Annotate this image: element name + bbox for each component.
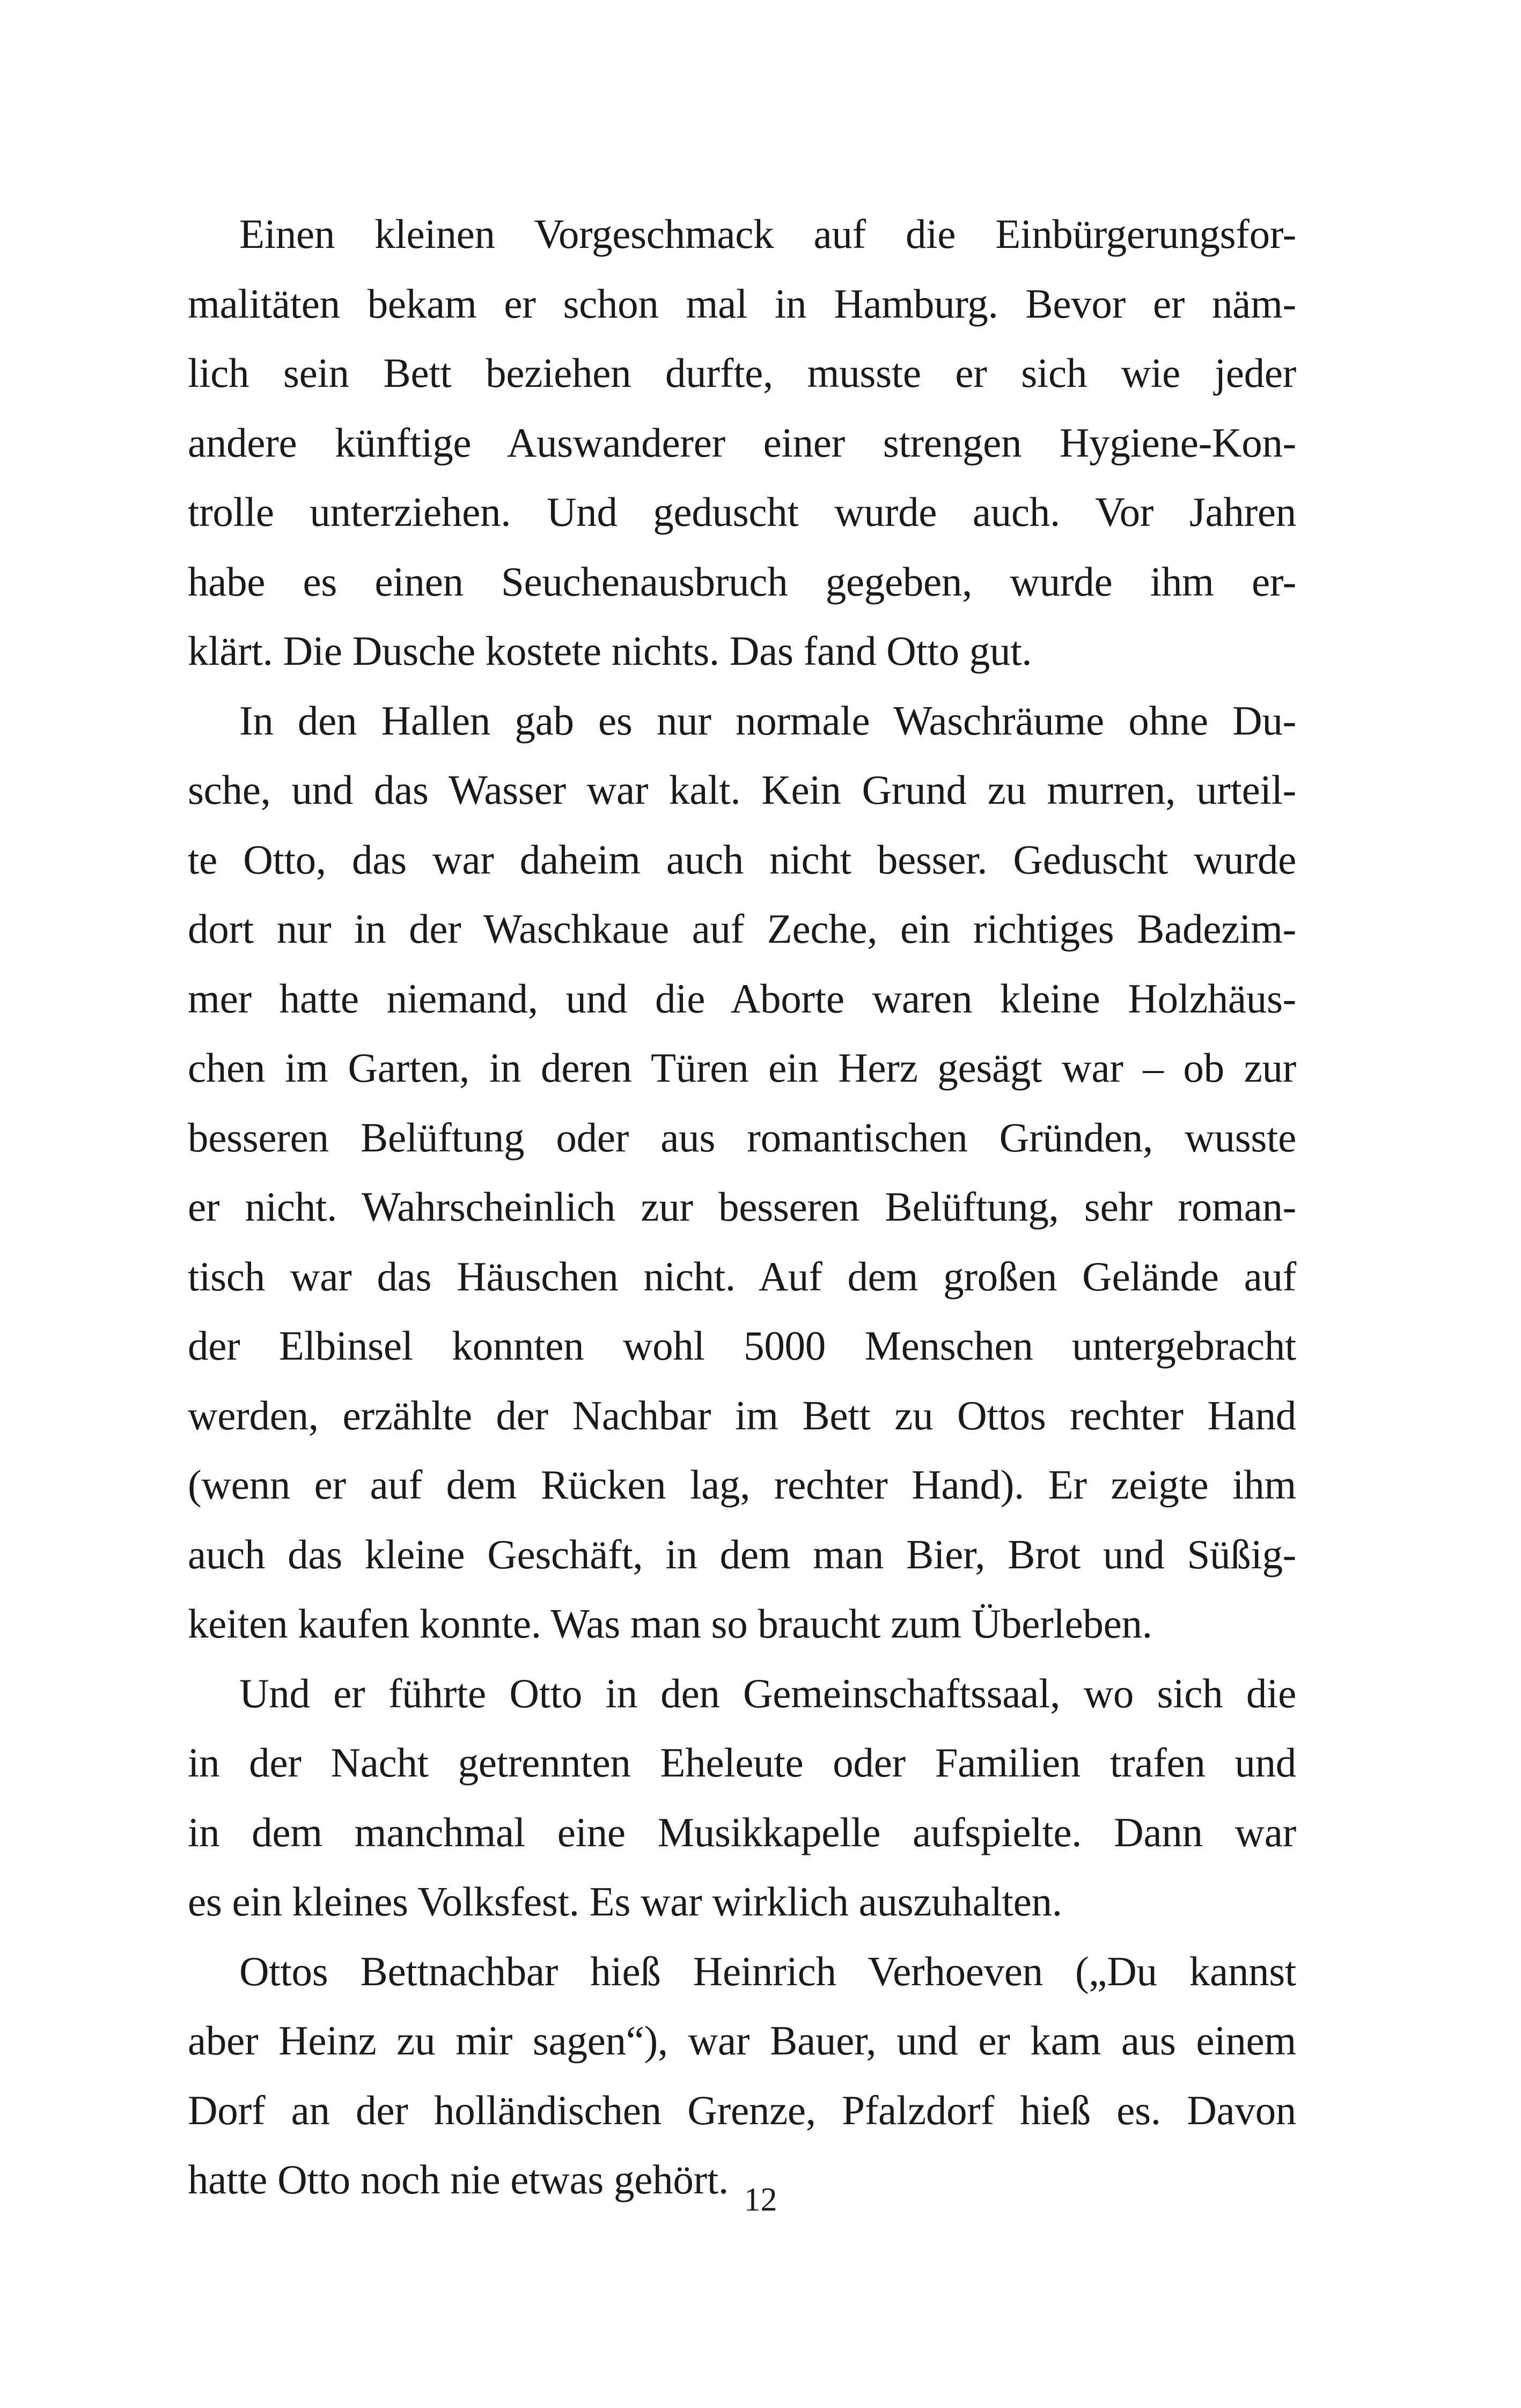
text-line: klärt. Die Dusche kostete nichts. Das fand Otto gut. <box>188 628 1032 674</box>
text-line: te Otto, das war daheim auch nicht besser. Geduscht wurde <box>188 836 1296 883</box>
text-line: der Elbinsel konnten wohl 5000 Menschen untergebracht <box>188 1323 1296 1369</box>
text-line: in dem manchmal eine Musikkapelle aufspielte. Dann war <box>188 1809 1296 1855</box>
body-text <box>188 200 1296 2215</box>
text-line: mer hatte niemand, und die Aborte waren kleine Holzhäus- <box>188 975 1296 1022</box>
text-line: In den Hallen gab es nur normale Waschräume ohne Du- <box>239 697 1296 744</box>
text-line: in der Nacht getrennten Eheleute oder Familien trafen und <box>188 1739 1296 1786</box>
paragraph <box>188 1937 1296 2215</box>
text-line: aber Heinz zu mir sagen“), war Bauer, und er kam aus einem <box>188 2017 1296 2064</box>
text-line: es ein kleines Volksfest. Es war wirklich auszuhalten. <box>188 1878 1062 1925</box>
text-line: Und er führte Otto in den Gemeinschaftssaal, wo sich die <box>239 1670 1296 1716</box>
text-line: er nicht. Wahrscheinlich zur besseren Belüftung, sehr roman- <box>188 1184 1296 1230</box>
text-line: lich sein Bett beziehen durfte, musste er sich wie jeder <box>188 350 1296 396</box>
text-line: werden, erzählte der Nachbar im Bett zu Ottos rechter Hand <box>188 1392 1296 1438</box>
text-line: auch das kleine Geschäft, in dem man Bier, Brot und Süßig- <box>188 1531 1296 1577</box>
text-line: andere künftige Auswanderer einer strengen Hygiene-Kon- <box>188 419 1296 466</box>
text-line: keiten kaufen konnte. Was man so braucht zum Überleben. <box>188 1601 1152 1647</box>
text-line: Einen kleinen Vorgeschmack auf die Einbürgerungsfor- <box>239 211 1296 257</box>
paragraph <box>188 1659 1296 1937</box>
text-line: Ottos Bettnachbar hieß Heinrich Verhoeven („Du kannst <box>239 1948 1296 1994</box>
text-line: chen im Garten, in deren Türen ein Herz gesägt war – ob zur <box>188 1045 1296 1091</box>
text-line: besseren Belüftung oder aus romantischen Gründen, wusste <box>188 1114 1296 1161</box>
text-line: sche, und das Wasser war kalt. Kein Grund zu murren, urteil- <box>188 767 1296 813</box>
text-line: malitäten bekam er schon mal in Hamburg. Bevor er näm- <box>188 280 1296 327</box>
text-line: habe es einen Seuchenausbruch gegeben, wurde ihm er- <box>188 558 1296 605</box>
paragraph <box>188 200 1296 686</box>
text-line: tisch war das Häuschen nicht. Auf dem großen Gelände auf <box>188 1253 1296 1300</box>
text-line: hatte Otto noch nie etwas gehört. <box>188 2156 729 2203</box>
text-line: (wenn er auf dem Rücken lag, rechter Hand). Er zeigte ihm <box>188 1462 1296 1508</box>
text-line: trolle unterziehen. Und geduscht wurde auch. Vor Jahren <box>188 489 1296 535</box>
text-line: dort nur in der Waschkaue auf Zeche, ein richtiges Badezim- <box>188 906 1296 952</box>
paragraph <box>188 686 1296 1659</box>
text-line: Dorf an der holländischen Grenze, Pfalzdorf hieß es. Davon <box>188 2087 1296 2133</box>
page-number: 12 <box>744 2182 777 2218</box>
